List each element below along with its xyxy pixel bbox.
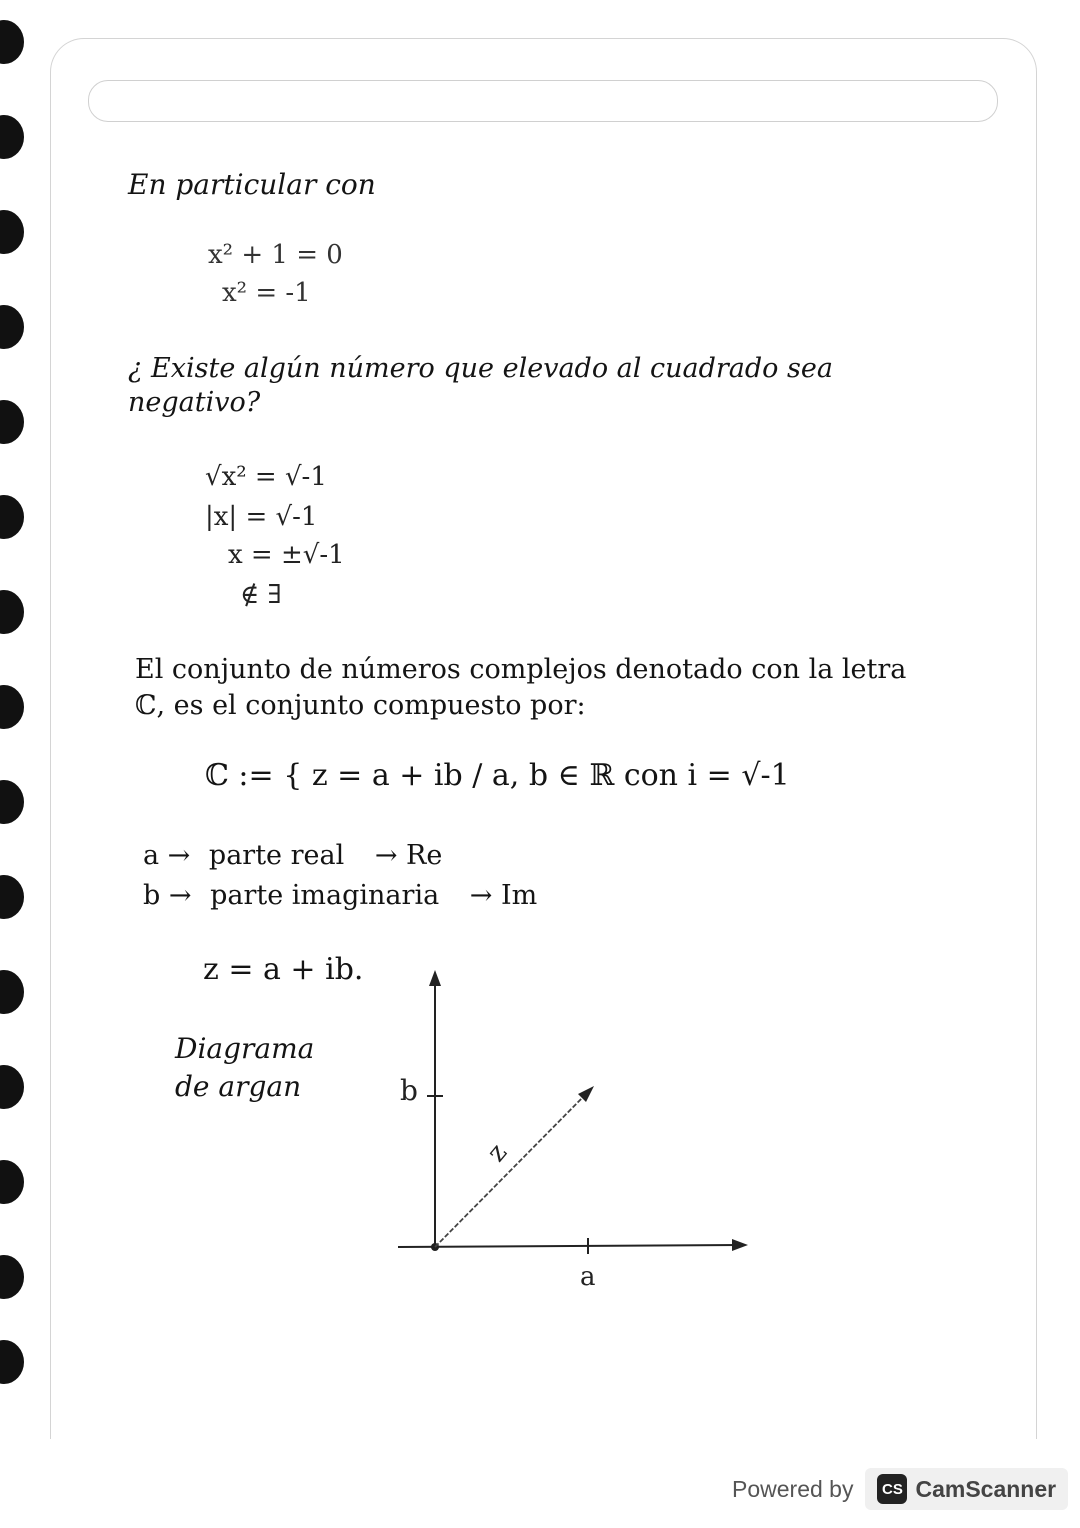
label-z: z [481,1137,514,1168]
legend-imag [143,880,537,911]
binding-hole [0,115,24,159]
equation-2: x² = -1 [222,278,311,308]
header-box [88,80,998,122]
legend-imag-tag: → Im [469,880,538,911]
binding-hole [0,305,24,349]
intro-text: En particular con [128,168,376,201]
binding-hole [0,1065,24,1109]
binding-hole [0,1160,24,1204]
legend-real-text: parte real [208,840,345,871]
definition-text: El conjunto de números complejos denotado con la letra ℂ, es el conjunto compuesto por: [135,654,907,721]
legend-real-symbol: a → [143,840,191,871]
label-a: a [580,1262,596,1292]
binding-hole [0,495,24,539]
question-text: ¿ Existe algún número que elevado al cuadrado sea negativo? [128,353,833,418]
binding-hole [0,875,24,919]
legend-imag-symbol: b → [143,880,192,911]
camscanner-badge [865,1468,1068,1510]
legend-real [143,840,442,871]
real-axis [398,1245,740,1247]
argand-diagram [380,960,770,1300]
real-axis-arrow [732,1239,748,1251]
legend-real-tag: → Re [374,840,443,871]
binding-hole [0,20,24,64]
camscanner-footer [732,1466,1068,1512]
binding-hole [0,400,24,444]
vector-z [435,1092,588,1247]
legend-imag-text: parte imaginaria [210,880,440,911]
sqrt-step-2: |x| = √-1 [205,502,318,532]
label-b: b [400,1074,418,1107]
sqrt-step-1: √x² = √-1 [205,462,327,492]
z-form: z = a + ib. [203,952,364,987]
imaginary-axis-arrow [429,970,441,986]
binding-hole [0,210,24,254]
binding-hole [0,780,24,824]
camscanner-logo-icon: CS [877,1474,907,1504]
binding-hole [0,1340,24,1384]
diagram-label: Diagrama de argan [175,1032,315,1103]
powered-by-text: Powered by [732,1475,854,1502]
sqrt-step-3: x = ±√-1 [228,540,345,570]
sqrt-step-4: ∉ ∃ [240,580,282,610]
set-definition: ℂ := { z = a + ib / a, b ∈ ℝ con i = √-1 [205,758,790,793]
binding-hole [0,685,24,729]
camscanner-brand: CamScanner [915,1475,1057,1502]
equation-1: x² + 1 = 0 [208,240,343,270]
binding-hole [0,590,24,634]
binding-hole [0,970,24,1014]
binding-hole [0,1255,24,1299]
